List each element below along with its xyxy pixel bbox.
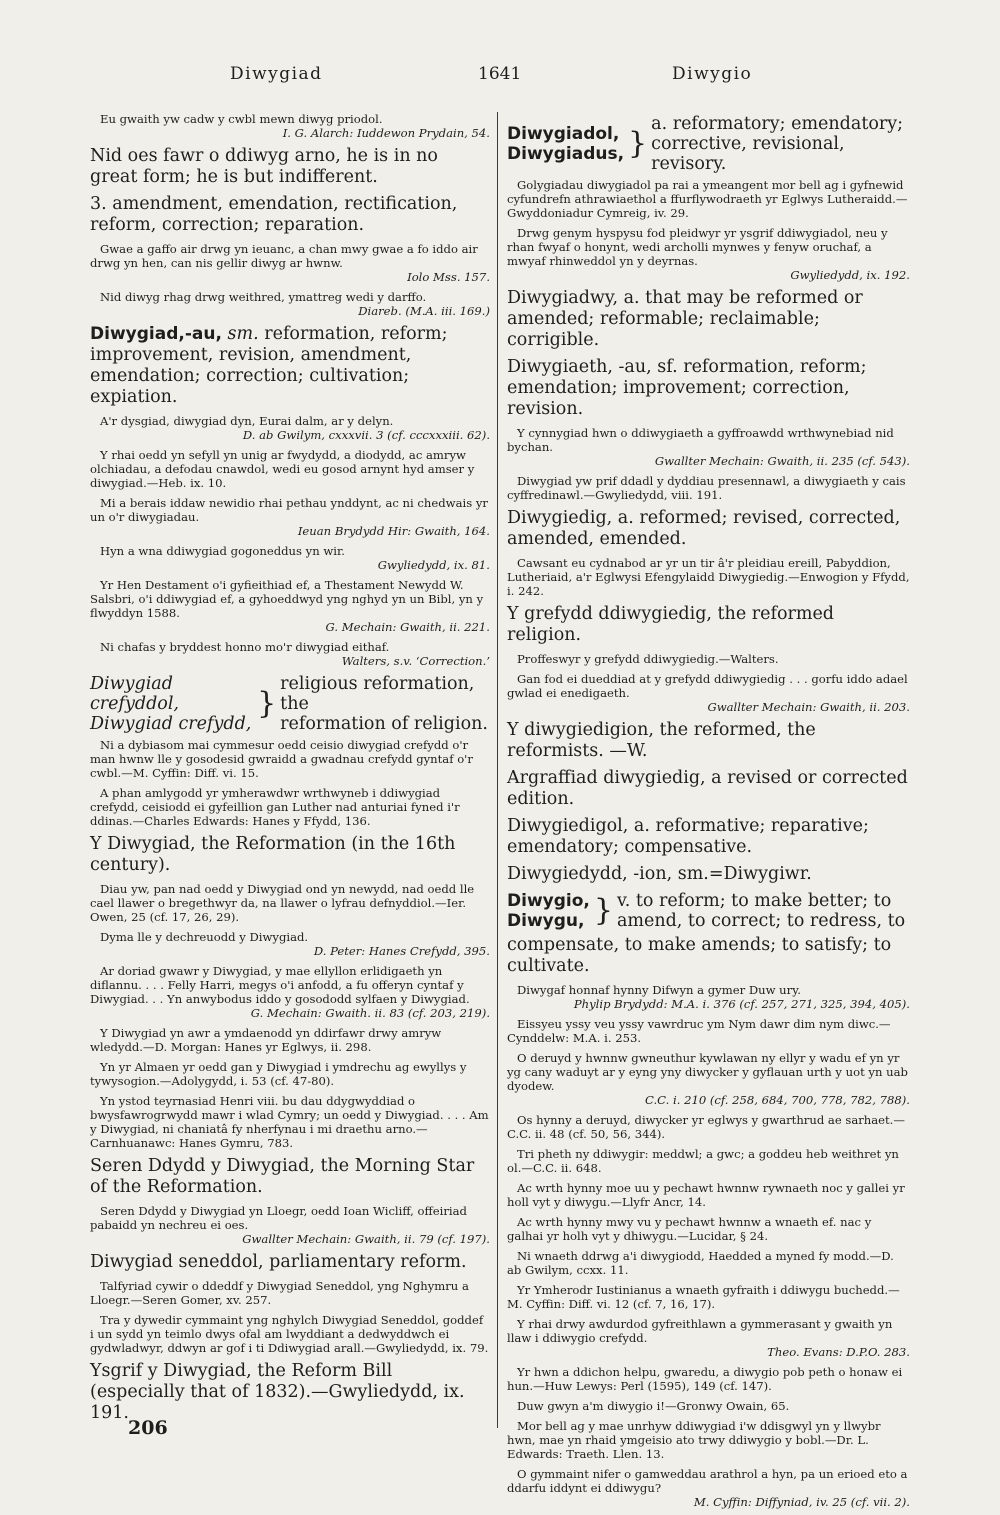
- quotation: Ni a dybiasom mai cymmesur oedd ceisio diwygiad crefydd o'r man hwnw lle y gosodesid gwraidd a gwadnau crefydd gyntaf o'r cwbl.—M. Cyffin: Diff. vi. 15.: [90, 738, 473, 780]
- quotation: Yr Hen Destament o'i gyfieithiad ef, a Thestament Newydd W. Salsbri, o'i ddiwygiad ef, a gyhoeddwyd yng nghyd yn un Bibl, yn y flwyddyn 1588.: [90, 578, 484, 620]
- definition: amend, to correct; to redress, to: [616, 911, 906, 931]
- column-divider: [497, 112, 498, 1428]
- quotation: Mor bell ag y mae unrhyw ddiwygiad i'w ddisgwyl yn y llwybr hwn, mae yn rhaid ymgeisio ato trwy ddiwygio y bobl.—Dr. L. Edwards: Traeth. Llen. 13.: [507, 1419, 881, 1461]
- definition: religious reformation, the: [280, 674, 475, 714]
- citation: Walters, s.v. ‘Correction.’: [341, 654, 490, 668]
- header-left-word: Diwygiad: [230, 64, 323, 84]
- quotation: Drwg genym hyspysu fod pleidwyr yr ysgrif ddiwygiadol, neu y rhan fwyaf o honynt, wedi archolli mynwes y fenyw oruchaf, a mwyaf rhinweddol yn y deyrnas.: [507, 226, 888, 268]
- quotation: Talfyriad cywir o ddeddf y Diwygiad Seneddol, yng Nghymru a Lloegr.—Seren Gomer, xv. 257.: [90, 1279, 469, 1307]
- citation: C.C. i. 210 (cf. 258, 684, 700, 778, 782, 788).: [645, 1093, 910, 1107]
- quotation: Hyn a wna ddiwygiad gogoneddus yn wir.: [100, 544, 345, 558]
- phrase-entry: Y grefydd ddiwygiedig, the reformed religion.: [507, 604, 834, 645]
- right-column: [507, 112, 910, 1515]
- definition: corrective, revisional, revisory.: [651, 134, 845, 174]
- quotation: Nid diwyg rhag drwg weithred, ymattreg wedi y darffo.: [100, 290, 427, 304]
- quotation: Ni chafas y bryddest honno mo'r diwygiad eithaf.: [100, 640, 390, 654]
- headword: Diwygiadol,: [507, 124, 620, 144]
- brace-icon: }: [628, 126, 648, 161]
- quotation: O deruyd y hwnnw gwneuthur kywlawan ny ellyr y wadu ef yn yr yg cany waduyt ar y eyng yny diwycker y gyflauan urth y uot yn uab dyodew.: [507, 1051, 908, 1093]
- quotation: Seren Ddydd y Diwygiad yn Lloegr, oedd Ioan Wicliff, offeiriad pabaidd yn nechreu ei oes.: [90, 1204, 467, 1232]
- braced-headword-entry: [507, 114, 910, 174]
- citation: Phylip Brydydd: M.A. i. 376 (cf. 257, 271, 325, 394, 405).: [573, 997, 910, 1011]
- brace-icon: }: [593, 893, 613, 928]
- citation: D. ab Gwilym, cxxxvii. 3 (cf. cccxxxiii. 62).: [242, 428, 490, 442]
- header-page-number: 1641: [478, 64, 522, 84]
- quotation: Proffeswyr y grefydd ddiwygiedig.—Walters.: [517, 652, 779, 666]
- definition: v. to reform; to make better; to: [616, 891, 892, 911]
- citation: M. Cyffin: Diffyniad, iv. 25 (cf. vii. 2).: [693, 1495, 910, 1509]
- braced-headword-entry: [507, 891, 910, 931]
- sense-text: 3. amendment, emendation, rectification, reform, correction; reparation.: [90, 194, 458, 235]
- quotation: Diwygiad yw prif ddadl y dyddiau presennawl, a diwygiaeth y cais cyffredinawl.—Gwyliedydd, viii. 191.: [507, 474, 906, 502]
- left-column: [90, 112, 490, 1430]
- quotation: Tra y dywedir cymmaint yng nghylch Diwygiad Seneddol, goddef i un sydd yn teimlo dwys ofal am lwyddiant a dedwyddwch ei gydwladwyr, ddwyn ar gof i ti Ddiwygiad arall.—Gwyliedydd, ix. 79.: [90, 1313, 489, 1355]
- quotation: Y rhai drwy awdurdod gyfreithlawn a gymmerasant y gwaith yn llaw i ddiwygio crefydd.: [507, 1317, 893, 1345]
- citation: Iolo Mss. 157.: [407, 270, 490, 284]
- citation: Diareb. (M.A. iii. 169.): [358, 304, 490, 318]
- dictionary-entry: Diwygiedigol, a. reformative; reparative; emendatory; compensative.: [507, 816, 869, 857]
- phrase-entry: Diwygiad seneddol, parliamentary reform.: [90, 1252, 467, 1272]
- quotation: Yn ystod teyrnasiad Henri viii. bu dau ddygwyddiad o bwysfawrogrwydd mawr i wlad Cymry; un oedd y Diwygiad. . . . Am y Diwygiad, ni chaniatâ fy nherfynau i mi draethu arno.—Carnhuanawc: Hanes Gymru, 783.: [90, 1094, 489, 1150]
- dictionary-entry: [90, 324, 490, 408]
- quotation: Os hynny a deruyd, diwycker yr eglwys y gwarthrud ae sarhaet.—C.C. ii. 48 (cf. 50, 56, 344).: [507, 1113, 905, 1141]
- sense-text: Nid oes fawr o ddiwyg arno, he is in no great form; he is but indifferent.: [90, 146, 438, 187]
- header-right-word: Diwygio: [672, 64, 753, 84]
- quotation: Y rhai oedd yn sefyll yn unig ar fwydydd, a diodydd, ac amryw olchiadau, a defodau cnawdol, wedi eu gosod arnynt hyd amser y diwygiad.—Heb. ix. 10.: [90, 448, 475, 490]
- quotation: Ni wnaeth ddrwg a'i diwygiodd, Haedded a myned fy modd.—D. ab Gwilym, ccxx. 11.: [507, 1249, 894, 1277]
- quotation: Mi a berais iddaw newidio rhai pethau ynddynt, ac ni chedwais yr un o'r diwygiadau.: [90, 496, 488, 524]
- definition: reformation, reform; improvement, revision, amendment, emendation; correction; cultivation; expiation.: [90, 324, 448, 407]
- quotation: Duw gwyn a'm diwygio i!—Gronwy Owain, 65.: [517, 1399, 790, 1413]
- quotation: Diau yw, pan nad oedd y Diwygiad ond yn newydd, nad oedd lle cael llawer o bregethwyr da, na llawer o lyfrau defnyddiol.—Ier. Owen, 25 (cf. 17, 26, 29).: [90, 882, 475, 924]
- quotation: Ac wrth hynny moe uu y pechawt hwnnw rywnaeth noc y gallei yr holl vyt y diwygu.—Llyfr Ancr, 14.: [507, 1181, 905, 1209]
- quotation: Gan fod ei dueddiad at y grefydd ddiwygiedig . . . gorfu iddo adael gwlad ei enedigaeth.: [507, 672, 908, 700]
- headword: Diwygio,: [507, 891, 590, 911]
- quotation: Golygiadau diwygiadol pa rai a ymeangent mor bell ag i gyfnewid cyfundrefn athrawiaethol a ffurflywodraeth yr Eglwys Lutheraidd.—Gwyddoniadur Cymreig, iv. 29.: [507, 178, 908, 220]
- quotation: Diwygaf honnaf hynny Difwyn a gymer Duw ury.: [517, 983, 801, 997]
- headword: Diwygiad,-au,: [90, 324, 222, 344]
- citation: Gwallter Mechain: Gwaith, ii. 235 (cf. 543).: [654, 454, 910, 468]
- quotation: Ac wrth hynny mwy vu y pechawt hwnnw a wnaeth ef. nac y galhai yr holh vyt y dhiwygu.—Lucidar, § 24.: [507, 1215, 872, 1243]
- quotation: Yr Ymherodr Iustinianus a wnaeth gyfraith i ddiwygu buchedd.—M. Cyffin: Diff. vi. 12 (cf. 7, 16, 17).: [507, 1283, 900, 1311]
- quotation: Yr hwn a ddichon helpu, gwaredu, a diwygio pob peth o honaw ei hun.—Huw Lewys: Perl (1595), 149 (cf. 147).: [507, 1365, 903, 1393]
- quotation: Cawsant eu cydnabod ar yr un tir â'r pleidiau ereill, Pabyddion, Lutheriaid, a'r Eglwysi Efengylaidd Diwygiedig.—Enwogion y Ffydd, i. 242.: [507, 556, 910, 598]
- phrase-entry: Seren Ddydd y Diwygiad, the Morning Star of the Reformation.: [90, 1156, 475, 1197]
- headword: Diwygu,: [507, 911, 585, 931]
- dictionary-entry: Diwygiaeth, -au, sf. reformation, reform; emendation; improvement; correction, revision.: [507, 357, 867, 419]
- citation: I. G. Alarch: Iuddewon Prydain, 54.: [282, 126, 490, 140]
- braced-phrase-entry: [90, 674, 490, 734]
- quotation: Tri pheth ny ddiwygir: meddwl; a gwc; a goddeu heb weithret yn ol.—C.C. ii. 648.: [507, 1147, 899, 1175]
- definition: reformation of religion.: [280, 714, 488, 734]
- headword: Diwygiadus,: [507, 144, 625, 164]
- citation: Theo. Evans: D.P.O. 283.: [767, 1345, 910, 1359]
- quotation: O gymmaint nifer o gamweddau arathrol a hyn, pa un erioed eto a ddarfu iddynt ei ddiwygu?: [507, 1467, 908, 1495]
- citation: G. Mechain: Gwaith, ii. 221.: [325, 620, 490, 634]
- quotation: Ar doriad gwawr y Diwygiad, y mae ellyllon erlidigaeth yn diflannu. . . . Felly Harri, megys o'i anfodd, a fu offeryn cyntaf y Diwygiad. . . Yn anwybodus iddo y gosododd sylfaen y Diwygiad.: [90, 964, 470, 1006]
- phrase-entry: Argraffiad diwygiedig, a revised or corrected edition.: [507, 768, 908, 809]
- part-of-speech: sm.: [227, 324, 259, 344]
- phrase-entry: Y diwygiedigion, the reformed, the reformists. —W.: [507, 720, 816, 761]
- quotation: Gwae a gaffo air drwg yn ieuanc, a chan mwy gwae a fo iddo air drwg yn hen, can nis gellir diwyg ar hwnw.: [90, 242, 478, 270]
- dictionary-entry: Diwygiadwy, a. that may be reformed or amended; reformable; reclaimable; corrigible.: [507, 288, 863, 350]
- brace-icon: }: [257, 686, 277, 721]
- running-header: [0, 64, 1000, 94]
- dictionary-entry: Diwygiedig, a. reformed; revised, corrected, amended, emended.: [507, 508, 901, 549]
- definition: compensate, to make amends; to satisfy; to cultivate.: [507, 935, 892, 976]
- quotation: Y cynnygiad hwn o ddiwygiaeth a gyffroawdd wrthwynebiad nid bychan.: [507, 426, 894, 454]
- phrase-entry: Y Diwygiad, the Reformation (in the 16th century).: [90, 834, 456, 875]
- quotation: A phan amlygodd yr ymherawdwr wrthwyneb i ddiwygiad crefydd, ceisiodd ei gyfeillion gan Luther nad anturiai fyned i'r ddinas.—Charles Edwards: Hanes y Ffydd, 136.: [90, 786, 460, 828]
- quotation: Yn yr Almaen yr oedd gan y Diwygiad i ymdrechu ag ewyllys y tywysogion.—Adolygydd, i. 53 (cf. 47-80).: [90, 1060, 467, 1088]
- quotation: A'r dysgiad, diwygiad dyn, Eurai dalm, ar y delyn.: [100, 414, 394, 428]
- citation: G. Mechain: Gwaith. ii. 83 (cf. 203, 219).: [250, 1006, 490, 1020]
- citation: Gwallter Mechain: Gwaith, ii. 79 (cf. 197).: [242, 1232, 490, 1246]
- phrase: Diwygiad crefydd,: [90, 714, 252, 734]
- phrase: Diwygiad crefyddol,: [90, 674, 179, 714]
- dictionary-entry: Diwygiedydd, -ion, sm.=Diwygiwr.: [507, 864, 812, 884]
- signature-number: 206: [128, 1417, 168, 1439]
- citation: Gwyliedydd, ix. 81.: [377, 558, 490, 572]
- quotation: Eissyeu yssy veu yssy vawrdruc ym Nym dawr dim nym diwc.—Cynddelw: M.A. i. 253.: [507, 1017, 891, 1045]
- quotation: Y Diwygiad yn awr a ymdaenodd yn ddirfawr drwy amryw wledydd.—D. Morgan: Hanes yr Eglwys, ii. 298.: [90, 1026, 442, 1054]
- definition: a. reformatory; emendatory;: [651, 114, 904, 134]
- citation: Ieuan Brydydd Hir: Gwaith, 164.: [297, 524, 490, 538]
- citation: Gwallter Mechain: Gwaith, ii. 203.: [707, 700, 910, 714]
- phrase-entry: Ysgrif y Diwygiad, the Reform Bill (especially that of 1832).—Gwyliedydd, ix. 191.: [90, 1361, 465, 1423]
- citation: D. Peter: Hanes Crefydd, 395.: [313, 944, 490, 958]
- quotation: Dyma lle y dechreuodd y Diwygiad.: [100, 930, 309, 944]
- citation: Gwyliedydd, ix. 192.: [790, 268, 910, 282]
- quotation: Eu gwaith yw cadw y cwbl mewn diwyg priodol.: [100, 112, 383, 126]
